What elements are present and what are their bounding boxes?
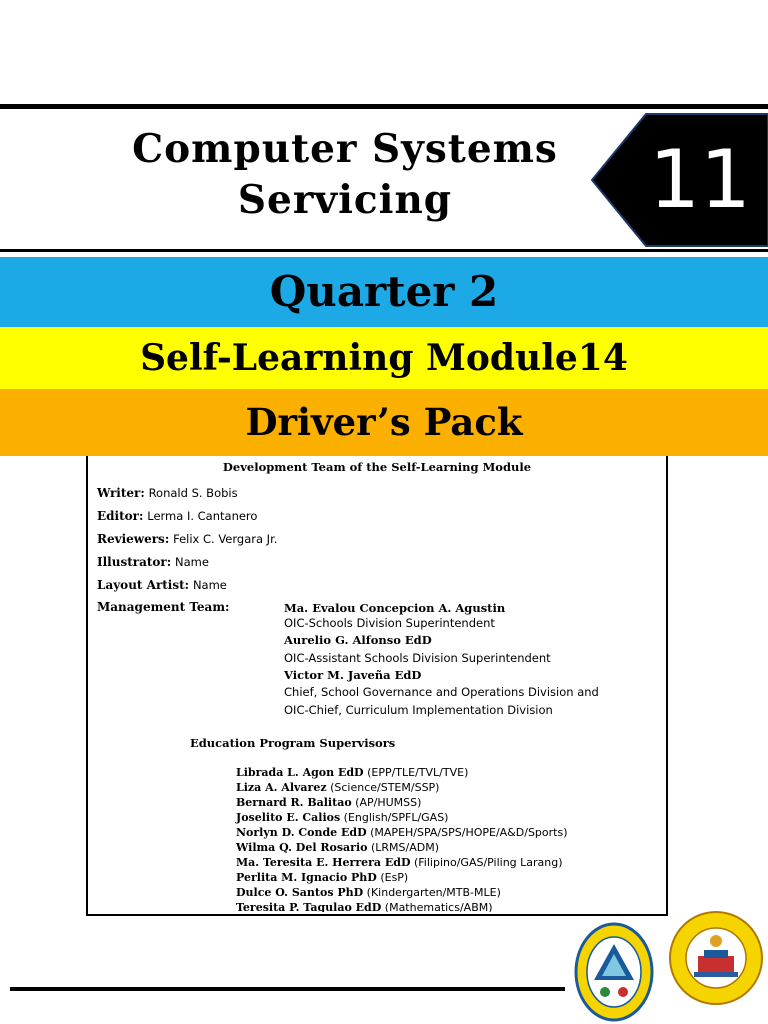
middle-rule [0, 249, 768, 252]
management-line: Chief, School Governance and Operations Division and [284, 685, 599, 699]
supervisor-row: Teresita P. Tagulao EdD (Mathematics/ABM) [236, 901, 493, 912]
subject-title-line2: Servicing [237, 177, 453, 223]
management-line: Aurelio G. Alfonso EdD [284, 633, 432, 647]
supervisor-row: Bernard R. Balitao (AP/HUMSS) [236, 796, 422, 809]
supervisor-row: Dulce O. Santos PhD (Kindergarten/MTB-MLE) [236, 886, 501, 899]
supervisor-row: Librada L. Agon EdD (EPP/TLE/TVL/TVE) [236, 766, 469, 779]
development-team-heading: Development Team of the Self-Learning Module [222, 460, 532, 474]
management-line: OIC-Chief, Curriculum Implementation Division [284, 703, 553, 717]
bottom-rule [10, 987, 565, 991]
supervisors-heading: Education Program Supervisors [190, 736, 396, 750]
management-line: Victor M. Javeña EdD [284, 668, 422, 682]
grade-number: 11 [649, 133, 751, 226]
supervisor-row: Ma. Teresita E. Herrera EdD (Filipino/GAS/Piling Larang) [236, 856, 563, 869]
city-seal-logo [668, 910, 764, 1006]
top-rule [0, 104, 768, 109]
credit-row-layout-artist: Layout Artist: Name [97, 578, 227, 592]
supervisor-row: Liza A. Alvarez (Science/STEM/SSP) [236, 781, 440, 794]
credit-row-editor: Editor: Lerma I. Cantanero [97, 509, 258, 523]
supervisor-row: Norlyn D. Conde EdD (MAPEH/SPA/SPS/HOPE/A&D/Sports) [236, 826, 568, 839]
management-line: OIC-Assistant Schools Division Superintendent [284, 651, 551, 665]
credit-row-reviewers: Reviewers: Felix C. Vergara Jr. [97, 532, 278, 546]
supervisor-row: Perlita M. Ignacio PhD (EsP) [236, 871, 409, 884]
quarter-band: Quarter 2 [0, 257, 768, 327]
subject-title-line1: Computer Systems [132, 126, 558, 172]
module-band: Self-Learning Module14 [0, 327, 768, 389]
management-line: Ma. Evalou Concepcion A. Agustin [284, 601, 506, 615]
supervisor-row: Wilma Q. Del Rosario (LRMS/ADM) [236, 841, 439, 854]
supervisor-row: Joselito E. Calios (English/SPFL/GAS) [236, 811, 449, 824]
credit-row-illustrator: Illustrator: Name [97, 555, 209, 569]
credit-row-writer: Writer: Ronald S. Bobis [97, 486, 238, 500]
subject-title [60, 124, 630, 226]
management-line: OIC-Schools Division Superintendent [284, 616, 495, 630]
development-team-box [86, 456, 668, 916]
management-team-label: Management Team: [97, 600, 230, 614]
division-seal-logo [574, 922, 654, 1022]
topic-band: Driver’s Pack [0, 389, 768, 456]
